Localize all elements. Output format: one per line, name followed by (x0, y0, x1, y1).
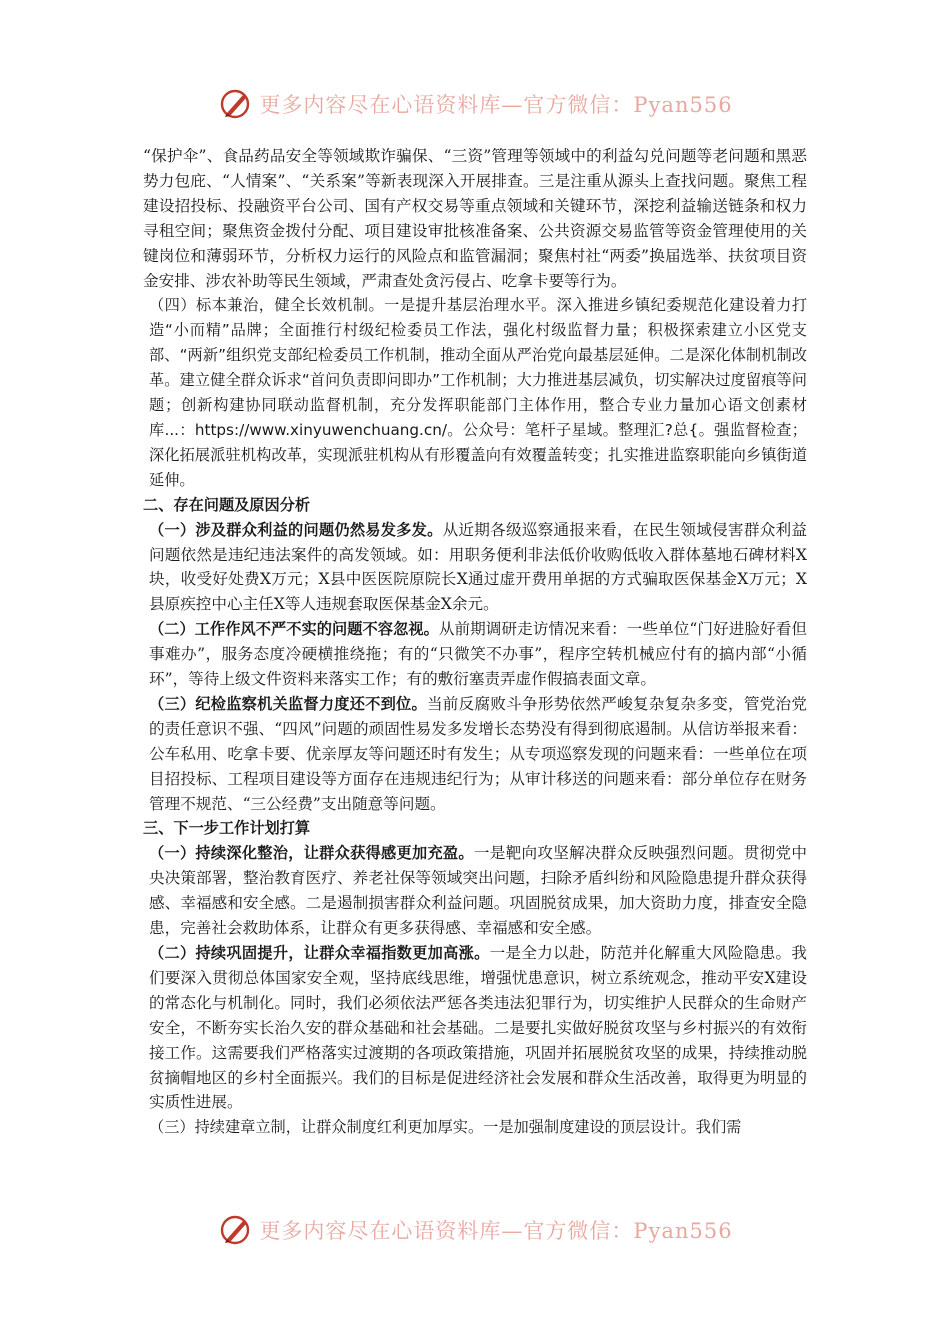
paragraph-5-lead: （三）纪检监察机关监督力度还不到位。 (149, 694, 427, 713)
paragraph-4-text: 从前期调研走访情况来看：一些单位“门好进脸好看但事难办”，服务态度冷硬横推绕拖；有的“只微笑不办事”，程序空转机械应付有的搞内部“小循环”，等待上级文件资料来落实工作；有的敷衍塞责弄虚作假搞表面文章。 (149, 620, 807, 689)
paragraph-2: （四）标本兼治，健全长效机制。一是提升基层治理水平。深入推进乡镇纪委规范化建设着力打造“小而精”品牌；全面推行村级纪检委员工作法，强化村级监督力量；积极探索建立小区党支部、“两新”组织党支部纪检委员工作机制，推动全面从严治党向最基层延伸。二是深化体制机制改革。建立健全群众诉求“首问负责即问即办”工作机制；大力推进基层减负，切实解决过度留痕等问题；创新构建协同联动监督机制，充分发挥职能部门主体作用，整合专业力量加心语文创素材库...：https://www.xinyuwenchuang.cn/。公众号：笔杆子星域。整理汇?总{。强监督检查；深化拓展派驻机构改革，实现派驻机构从有形覆盖向有效覆盖转变；扎实推进监察职能向乡镇街道延伸。 (149, 296, 807, 489)
paragraph-8: （三）持续建章立制，让群众制度红利更加厚实。一是加强制度建设的顶层设计。我们需 (149, 1118, 742, 1137)
document-body (143, 144, 807, 1140)
paragraph-7-lead: （二）持续巩固提升，让群众幸福指数更加高涨。 (149, 944, 490, 962)
pen-logo-icon (217, 1212, 253, 1248)
paragraph-3-lead: （一）涉及群众利益的问题仍然易发多发。 (149, 520, 443, 539)
paragraph-1: “保护伞”、食品药品安全等领域欺诈骗保、“三资”管理等领域中的利益勾兑问题等老问题和黑恶势力包庇、“人情案”、“关系案”等新表现深入开展排查。三是注重从源头上查找问题。聚焦工程建设招投标、投融资平台公司、国有产权交易等重点领域和关键环节，深挖利益输送链条和权力寻租空间；聚焦资金拨付分配、项目建设审批核准备案、公共资源交易监管等资金管理使用的关键岗位和薄弱环节，分析权力运行的风险点和监管漏洞；聚焦村社“两委”换届选举、扶贫项目资金安排、涉农补助等民生领域，严肃查处贪污侵占、吃拿卡要等行为。 (143, 147, 807, 290)
paragraph-6-text: 一是靶向攻坚解决群众反映强烈问题。贯彻党中央决策部署，整治教育医疗、养老社保等领域突出问题，扫除矛盾纠纷和风险隐患提升群众获得感、幸福感和安全感。二是遏制损害群众利益问题。巩固脱贫成果，加大资助力度，排查安全隐患，完善社会救助体系，让群众有更多获得感、幸福感和安全感。 (149, 844, 807, 938)
pen-logo-icon (217, 86, 253, 122)
header-watermark (0, 82, 950, 126)
paragraph-4-lead: （二）工作作风不严不实的问题不容忽视。 (149, 620, 439, 639)
section-heading-2: 二、存在问题及原因分析 (143, 495, 311, 514)
footer-watermark (0, 1208, 950, 1252)
paragraph-4 (143, 617, 807, 692)
paragraph-6 (143, 841, 807, 941)
paragraph-3 (143, 518, 807, 618)
footer-watermark-text: 更多内容尽在心语资料库—官方微信：Pyan556 (259, 1219, 733, 1243)
section-heading-3: 三、下一步工作计划打算 (143, 819, 311, 838)
header-watermark-text: 更多内容尽在心语资料库—官方微信：Pyan556 (259, 93, 733, 117)
paragraph-5-text: 当前反腐败斗争形势依然严峻复杂复杂多变，管党治党的责任意识不强、“四风”问题的顽固性易发多发增长态势没有得到彻底遏制。从信访举报来看：公车私用、吃拿卡要、优亲厚友等问题还时有发生；从专项巡察发现的问题来看：一些单位在项目招投标、工程项目建设等方面存在违规违纪行为；从审计移送的问题来看：部分单位存在财务管理不规范、“三公经费”支出随意等问题。 (149, 694, 807, 813)
paragraph-6-lead: （一）持续深化整治，让群众获得感更加充盈。 (149, 844, 474, 863)
paragraph-7 (143, 941, 807, 1115)
paragraph-3-text: 从近期各级巡察通报来看，在民生领域侵害群众利益问题依然是违纪违法案件的高发领域。如：用职务便利非法低价收购低收入群体墓地石碑材料X块，收受好处费X万元；X县中医医院原院长X通过虚开费用单据的方式骗取医保基金X万元；X县原疾控中心主任X等人违规套取医保基金X余元。 (149, 520, 807, 614)
paragraph-7-text: 一是全力以赴，防范并化解重大风险隐患。我们要深入贯彻总体国家安全观，坚持底线思维，增强忧患意识，树立系统观念，推动平安X建设的常态化与机制化。同时，我们必须依法严惩各类违法犯罪行为，切实维护人民群众的生命财产安全，不断夯实长治久安的群众基础和社会基础。二是要扎实做好脱贫攻坚与乡村振兴的有效衔接工作。这需要我们严格落实过渡期的各项政策措施，巩固并拓展脱贫攻坚的成果，持续推动脱贫摘帽地区的乡村全面振兴。我们的目标是促进经济社会发展和群众生活改善，取得更为明显的实质性进展。 (149, 944, 807, 1112)
paragraph-5 (143, 692, 807, 817)
